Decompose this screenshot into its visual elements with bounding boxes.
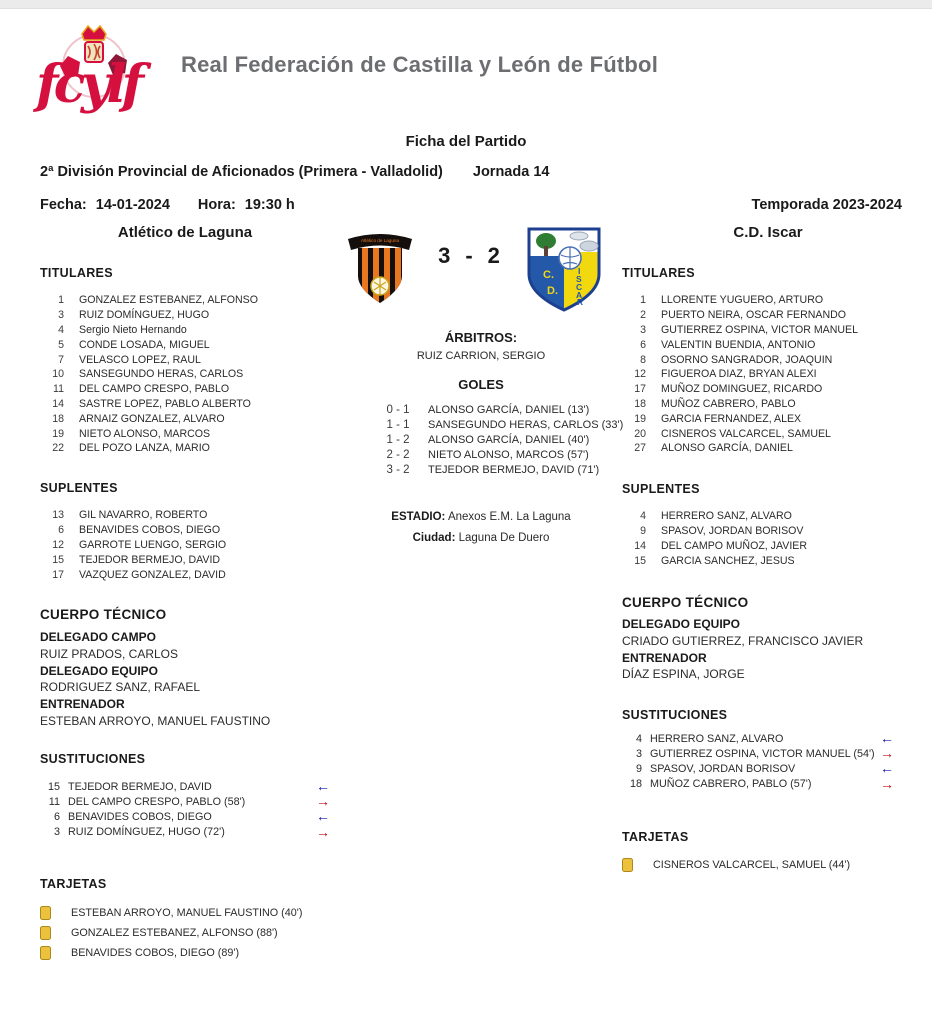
player-row [622, 367, 858, 382]
yellow-card-icon [40, 926, 51, 940]
player-name: Sergio Nieto Hernando [79, 323, 187, 336]
hora-value: 19:30 h [244, 197, 295, 213]
player-number: 6 [58, 524, 64, 537]
player-row [40, 411, 258, 426]
competition-line [40, 164, 549, 180]
player-number: 15 [47, 780, 60, 793]
player-name: VELASCO LOPEZ, RAUL [79, 353, 201, 366]
player-row [40, 323, 258, 338]
away-titulares-label: TITULARES [622, 266, 695, 280]
home-staff-list [40, 629, 270, 730]
player-number: 12 [634, 368, 646, 381]
score-separator: - [465, 243, 473, 268]
substitution-row [40, 779, 330, 794]
player-number: 18 [634, 397, 646, 410]
player-name: CONDE LOSADA, MIGUEL [79, 338, 210, 351]
sub-in-arrow-icon: ← [316, 778, 330, 794]
player-number: 4 [58, 323, 64, 336]
player-name: GARCIA SANCHEZ, JESUS [661, 554, 795, 567]
player-row [622, 382, 858, 397]
player-number: 11 [48, 795, 60, 808]
player-number: 11 [53, 383, 64, 396]
player-name: GONZALEZ ESTEBANEZ, ALFONSO (88') [71, 927, 278, 939]
substitution-row [40, 794, 330, 809]
player-row [622, 352, 858, 367]
fecha-value: 14-01-2024 [95, 197, 170, 213]
player-name: GONZALEZ ESTEBANEZ, ALFONSO [79, 294, 258, 307]
goal-row [378, 448, 623, 463]
goal-row [378, 463, 623, 478]
organization-title: Real Federación de Castilla y León de Fútbol [181, 52, 659, 77]
player-name: HERRERO SANZ, ALVARO [650, 732, 784, 745]
goal-scorer: TEJEDOR BERMEJO, DAVID (71') [428, 464, 600, 477]
player-row [622, 441, 858, 456]
player-row [622, 509, 807, 524]
player-number: 4 [640, 510, 646, 523]
player-row [622, 337, 858, 352]
substitution-row [40, 825, 330, 840]
player-number: 12 [52, 538, 64, 551]
goal-scorer: ALONSO GARCÍA, DANIEL (13') [428, 403, 590, 416]
home-team-badge-icon [344, 231, 416, 309]
yellow-card-icon [622, 858, 633, 872]
player-number: 14 [634, 539, 646, 552]
staff-role: DELEGADO EQUIPO [40, 663, 159, 678]
player-row [622, 323, 858, 338]
player-row [40, 538, 226, 553]
fecha-label: Fecha: [40, 197, 87, 213]
home-suplentes-label: SUPLENTES [40, 481, 118, 495]
substitution-row [622, 761, 894, 776]
away-team-name: C.D. Iscar [733, 224, 803, 241]
player-name: RUIZ DOMÍNGUEZ, HUGO [79, 309, 210, 322]
jornada: Jornada 14 [472, 164, 550, 180]
home-titulares-list [40, 293, 258, 456]
document-title: Ficha del Partido [405, 133, 527, 150]
away-team-badge-icon [521, 222, 607, 316]
player-name: GUTIERREZ OSPINA, VICTOR MANUEL [661, 323, 858, 336]
away-suplentes-list [622, 509, 807, 568]
player-number: 1 [58, 294, 64, 307]
player-row [40, 508, 226, 523]
svg-text:Atlético de Laguna: Atlético de Laguna [360, 238, 400, 243]
home-suplentes-list [40, 508, 226, 582]
player-name: FIGUEROA DIAZ, BRYAN ALEXI [661, 368, 817, 381]
player-name: ARNAIZ GONZALEZ, ALVARO [79, 412, 225, 425]
svg-text:R: R [577, 297, 584, 307]
substitution-row [622, 746, 894, 761]
player-number: 7 [58, 353, 64, 366]
sub-in-arrow-icon: ← [880, 730, 894, 746]
player-row [622, 308, 858, 323]
top-strip [0, 0, 932, 9]
goal-score: 0 - 1 [386, 403, 410, 416]
player-name: TEJEDOR BERMEJO, DAVID [68, 780, 212, 793]
staff-role: ENTRENADOR [622, 650, 707, 665]
substitution-row [622, 731, 894, 746]
player-name: SASTRE LOPEZ, PABLO ALBERTO [79, 397, 251, 410]
player-name: BENAVIDES COBOS, DIEGO [79, 524, 221, 537]
player-number: 3 [635, 747, 642, 760]
player-row [622, 397, 858, 412]
goles-label: GOLES [458, 377, 504, 392]
player-name: BENAVIDES COBOS, DIEGO (89') [71, 947, 240, 959]
player-name: VALENTIN BUENDIA, ANTONIO [661, 338, 816, 351]
competition-name: 2ª División Provincial de Aficionados (Primera - Valladolid) [40, 164, 443, 180]
goal-scorer: SANSEGUNDO HERAS, CARLOS (33') [428, 418, 624, 431]
player-name: NIETO ALONSO, MARCOS [79, 427, 211, 440]
player-row [622, 293, 858, 308]
player-name: MUÑOZ CABRERO, PABLO [661, 397, 796, 410]
player-number: 15 [52, 553, 64, 566]
player-row [622, 553, 807, 568]
federation-logo-icon [28, 20, 154, 124]
player-number: 5 [58, 338, 64, 351]
player-row [622, 426, 858, 441]
player-name: SANSEGUNDO HERAS, CARLOS [79, 368, 244, 381]
player-number: 20 [634, 427, 646, 440]
player-name: RUIZ DOMÍNGUEZ, HUGO (72') [68, 826, 225, 839]
player-name: OSORNO SANGRADOR, JOAQUIN [661, 353, 833, 366]
arbitros-label: ÁRBITROS: [444, 330, 518, 345]
player-name: ESTEBAN ARROYO, MANUEL FAUSTINO (40') [71, 907, 303, 919]
player-row [40, 567, 226, 582]
player-row [40, 352, 258, 367]
home-titulares-label: TITULARES [40, 266, 113, 280]
player-name: GUTIERREZ OSPINA, VICTOR MANUEL (54') [650, 747, 875, 760]
home-tarjetas-list [40, 903, 302, 963]
away-titulares-list [622, 293, 858, 456]
player-name: GIL NAVARRO, ROBERTO [79, 509, 208, 522]
player-row [622, 411, 858, 426]
player-row [622, 539, 807, 554]
player-number: 6 [640, 338, 646, 351]
player-row [40, 397, 258, 412]
player-number: 19 [634, 412, 646, 425]
estadio-label: ESTADIO: [391, 511, 446, 523]
home-cuerpo-tecnico-label: CUERPO TÉCNICO [40, 607, 167, 622]
player-name: SPASOV, JORDAN BORISOV [650, 762, 796, 775]
player-row [40, 552, 226, 567]
player-name: BENAVIDES COBOS, DIEGO [68, 810, 212, 823]
goal-scorer: ALONSO GARCÍA, DANIEL (40') [428, 433, 590, 446]
sub-in-arrow-icon: ← [880, 760, 894, 777]
staff-role: DELEGADO EQUIPO [622, 617, 741, 631]
goal-row [378, 432, 623, 447]
player-number: 3 [58, 309, 64, 322]
staff-name: DÍAZ ESPINA, JORGE [622, 667, 745, 682]
player-row [40, 367, 258, 382]
away-sustituciones-label: SUSTITUCIONES [622, 708, 728, 722]
card-row [40, 923, 302, 943]
player-number: 14 [52, 397, 64, 410]
sub-out-arrow-icon: → [316, 793, 330, 810]
sub-out-arrow-icon: → [880, 745, 894, 762]
away-sustituciones-list [622, 731, 894, 792]
player-number: 3 [640, 323, 646, 336]
player-name: ALONSO GARCÍA, DANIEL [661, 442, 793, 455]
away-score: 2 [487, 243, 500, 268]
home-sustituciones-label: SUSTITUCIONES [40, 752, 146, 766]
player-name: LLORENTE YUGUERO, ARTURO [661, 294, 824, 307]
player-name: GARCIA FERNANDEZ, ALEX [661, 412, 802, 425]
goal-row [378, 417, 623, 432]
svg-text:C.: C. [543, 269, 554, 281]
player-number: 9 [635, 762, 642, 775]
away-suplentes-label: SUPLENTES [622, 482, 700, 496]
staff-name: RODRIGUEZ SANZ, RAFAEL [40, 680, 201, 695]
datetime-line [40, 197, 295, 213]
player-number: 18 [52, 412, 64, 425]
player-name: MUÑOZ DOMINGUEZ, RICARDO [661, 383, 823, 396]
player-row [40, 523, 226, 538]
ciudad-line [350, 532, 612, 544]
player-number: 1 [640, 294, 646, 307]
player-name: PUERTO NEIRA, OSCAR FERNANDO [661, 309, 847, 322]
goles-list [378, 402, 623, 478]
staff-role: DELEGADO CAMPO [40, 630, 157, 644]
player-number: 19 [52, 427, 64, 440]
home-tarjetas-label: TARJETAS [40, 877, 107, 891]
hora-label: Hora: [197, 197, 236, 213]
player-row [40, 337, 258, 352]
player-name: DEL CAMPO MUÑOZ, JAVIER [661, 539, 807, 552]
home-score: 3 [438, 243, 451, 268]
player-row [40, 382, 258, 397]
player-name: TEJEDOR BERMEJO, DAVID [79, 553, 221, 566]
player-name: CISNEROS VALCARCEL, SAMUEL (44') [653, 859, 851, 871]
player-number: 18 [629, 778, 642, 791]
svg-text:D.: D. [547, 285, 558, 297]
card-row [622, 855, 850, 875]
player-number: 9 [640, 525, 646, 538]
player-row [622, 524, 807, 539]
yellow-card-icon [40, 906, 51, 920]
svg-text:fcylf: fcylf [36, 54, 144, 115]
player-number: 4 [635, 732, 642, 745]
staff-name: RUIZ PRADOS, CARLOS [40, 646, 179, 661]
arbitro-name: RUIZ CARRION, SERGIO [416, 350, 546, 362]
estadio-line [350, 511, 612, 523]
substitution-row [40, 809, 330, 824]
ciudad-label: Ciudad: [412, 532, 456, 544]
player-number: 6 [53, 810, 60, 823]
player-name: SPASOV, JORDAN BORISOV [661, 525, 804, 538]
goal-score: 1 - 1 [386, 418, 410, 431]
player-row [40, 293, 258, 308]
sub-in-arrow-icon: ← [316, 808, 330, 825]
final-score [416, 243, 522, 269]
player-name: GARROTE LUENGO, SERGIO [79, 538, 227, 551]
svg-text:C: C [576, 282, 583, 292]
home-team-name: Atlético de Laguna [117, 224, 253, 241]
away-cuerpo-tecnico-label: CUERPO TÉCNICO [622, 595, 749, 610]
away-staff-list [622, 616, 863, 683]
staff-name: CRIADO GUTIERREZ, FRANCISCO JAVIER [622, 633, 864, 648]
svg-text:A: A [576, 290, 583, 300]
player-number: 17 [634, 383, 646, 396]
away-tarjetas-label: TARJETAS [622, 830, 689, 844]
player-number: 2 [640, 309, 646, 322]
player-number: 10 [52, 368, 64, 381]
player-name: DEL CAMPO CRESPO, PABLO (58') [68, 795, 246, 808]
player-name: HERRERO SANZ, ALVARO [661, 510, 792, 523]
card-row [40, 903, 302, 923]
ciudad-value: Laguna De Duero [458, 532, 550, 544]
player-number: 17 [52, 568, 64, 581]
player-name: VAZQUEZ GONZALEZ, DAVID [79, 568, 226, 581]
staff-name: ESTEBAN ARROYO, MANUEL FAUSTINO [40, 713, 271, 728]
sub-out-arrow-icon: → [880, 775, 894, 792]
away-tarjetas-list [622, 855, 850, 875]
goal-row [378, 402, 623, 417]
goal-score: 2 - 2 [386, 449, 410, 462]
player-name: CISNEROS VALCARCEL, SAMUEL [661, 427, 831, 440]
yellow-card-icon [40, 946, 51, 960]
player-number: 8 [640, 353, 646, 366]
player-row [40, 308, 258, 323]
substitution-row [622, 777, 894, 792]
player-row [40, 426, 258, 441]
staff-role: ENTRENADOR [40, 697, 125, 712]
goal-score: 3 - 2 [386, 464, 410, 477]
svg-text:S: S [576, 274, 582, 284]
player-name: MUÑOZ CABRERO, PABLO (57') [650, 778, 812, 791]
player-number: 15 [634, 554, 646, 567]
player-row [40, 441, 258, 456]
player-number: 27 [634, 442, 646, 455]
sub-out-arrow-icon: → [316, 823, 330, 840]
player-number: 3 [53, 826, 60, 839]
player-name: DEL CAMPO CRESPO, PABLO [79, 383, 230, 396]
goal-scorer: NIETO ALONSO, MARCOS (57') [428, 449, 589, 462]
card-row [40, 943, 302, 963]
estadio-value: Anexos E.M. La Laguna [447, 511, 571, 523]
player-name: DEL POZO LANZA, MARIO [79, 442, 210, 455]
player-number: 13 [52, 509, 64, 522]
temporada: Temporada 2023-2024 [751, 197, 902, 213]
svg-text:I: I [578, 266, 581, 276]
goal-score: 1 - 2 [386, 433, 410, 446]
player-number: 22 [52, 442, 64, 455]
home-sustituciones-list [40, 779, 330, 840]
